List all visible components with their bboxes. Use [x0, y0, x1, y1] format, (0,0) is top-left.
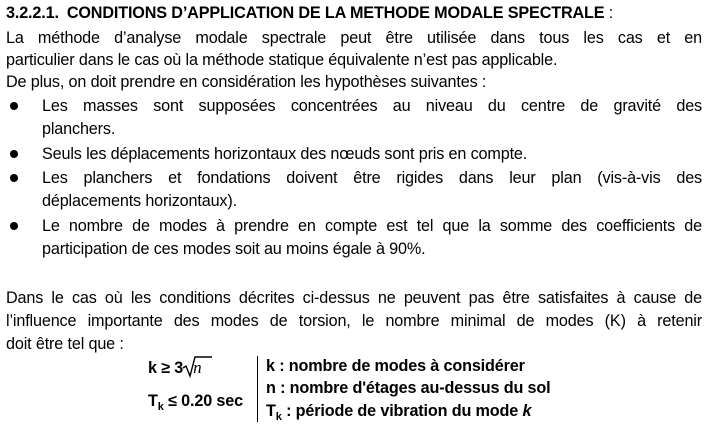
bullet-3-line-1: Les planchers et fondations doivent être rigides dans leur plan (vis-à-vis des: [42, 169, 702, 187]
intro-line-3: De plus, on doit prendre en considération les hypothèses suivantes :: [6, 73, 487, 91]
bullet-1-line-1: Les masses sont supposées concentrées au niveau du centre de gravité des: [42, 97, 702, 115]
section-title: CONDITIONS D’APPLICATION DE LA METHODE MODALE SPECTRALE: [66, 4, 605, 22]
sqrt-symbol: [183, 357, 201, 379]
section-number: 3.2.2.1.: [6, 4, 59, 22]
formula-divider: [257, 356, 258, 422]
paragraph2-line-1: Dans le cas où les conditions décrites ci-dessus ne peuvent pas être satisfaites à cause de: [6, 289, 702, 307]
section-heading: [6, 2, 702, 24]
bullet-icon: [10, 150, 18, 158]
formula-t-main: T: [148, 392, 158, 410]
bullet-2-line-1: Seuls les déplacements horizontaux des nœuds sont pris en compte.: [42, 145, 528, 163]
bullet-4-line-1: Le nombre de modes à prendre en compte est tel que la somme des coefficients de: [42, 217, 702, 235]
definition-n: n : nombre d'étages au-dessus du sol: [266, 379, 551, 397]
definition-t-text: : période de vibration du mode: [281, 402, 523, 420]
section-title-suffix: :: [604, 4, 614, 22]
formula-k: [148, 357, 202, 379]
bullet-icon: [10, 102, 18, 110]
definition-k: k : nombre de modes à considérer: [266, 357, 525, 375]
formula-t-rhs: ≤ 0.20 sec: [163, 392, 243, 410]
bullet-4-line-2: participation de ces modes soit au moins égale à 90%.: [42, 240, 426, 258]
bullet-3-line-2: déplacements horizontaux).: [42, 192, 237, 210]
definition-t-var: k: [522, 402, 532, 420]
paragraph2-line-3: doit être tel que :: [6, 335, 124, 353]
definition-t: [266, 400, 531, 424]
formula-k-lhs: k ≥ 3: [148, 359, 184, 377]
formula-t: [148, 390, 243, 414]
bullet-1-line-2: planchers.: [42, 120, 116, 138]
paragraph2-line-2: l’influence importante des modes de torsion, le nombre minimal de modes (K) à retenir: [6, 312, 702, 330]
bullet-icon: [10, 222, 18, 230]
intro-line-1: La méthode d’analyse modale spectrale peut être utilisée dans tous les cas et en: [6, 29, 702, 47]
formula-t-sub: k: [157, 401, 164, 413]
intro-line-2: particulier dans le cas où la méthode statique équivalente n’est pas applicable.: [6, 51, 558, 69]
definition-t-sub: k: [275, 411, 282, 423]
formula-k-radicand: n: [193, 358, 202, 377]
definition-t-main: T: [266, 402, 276, 420]
bullet-icon: [10, 174, 18, 182]
